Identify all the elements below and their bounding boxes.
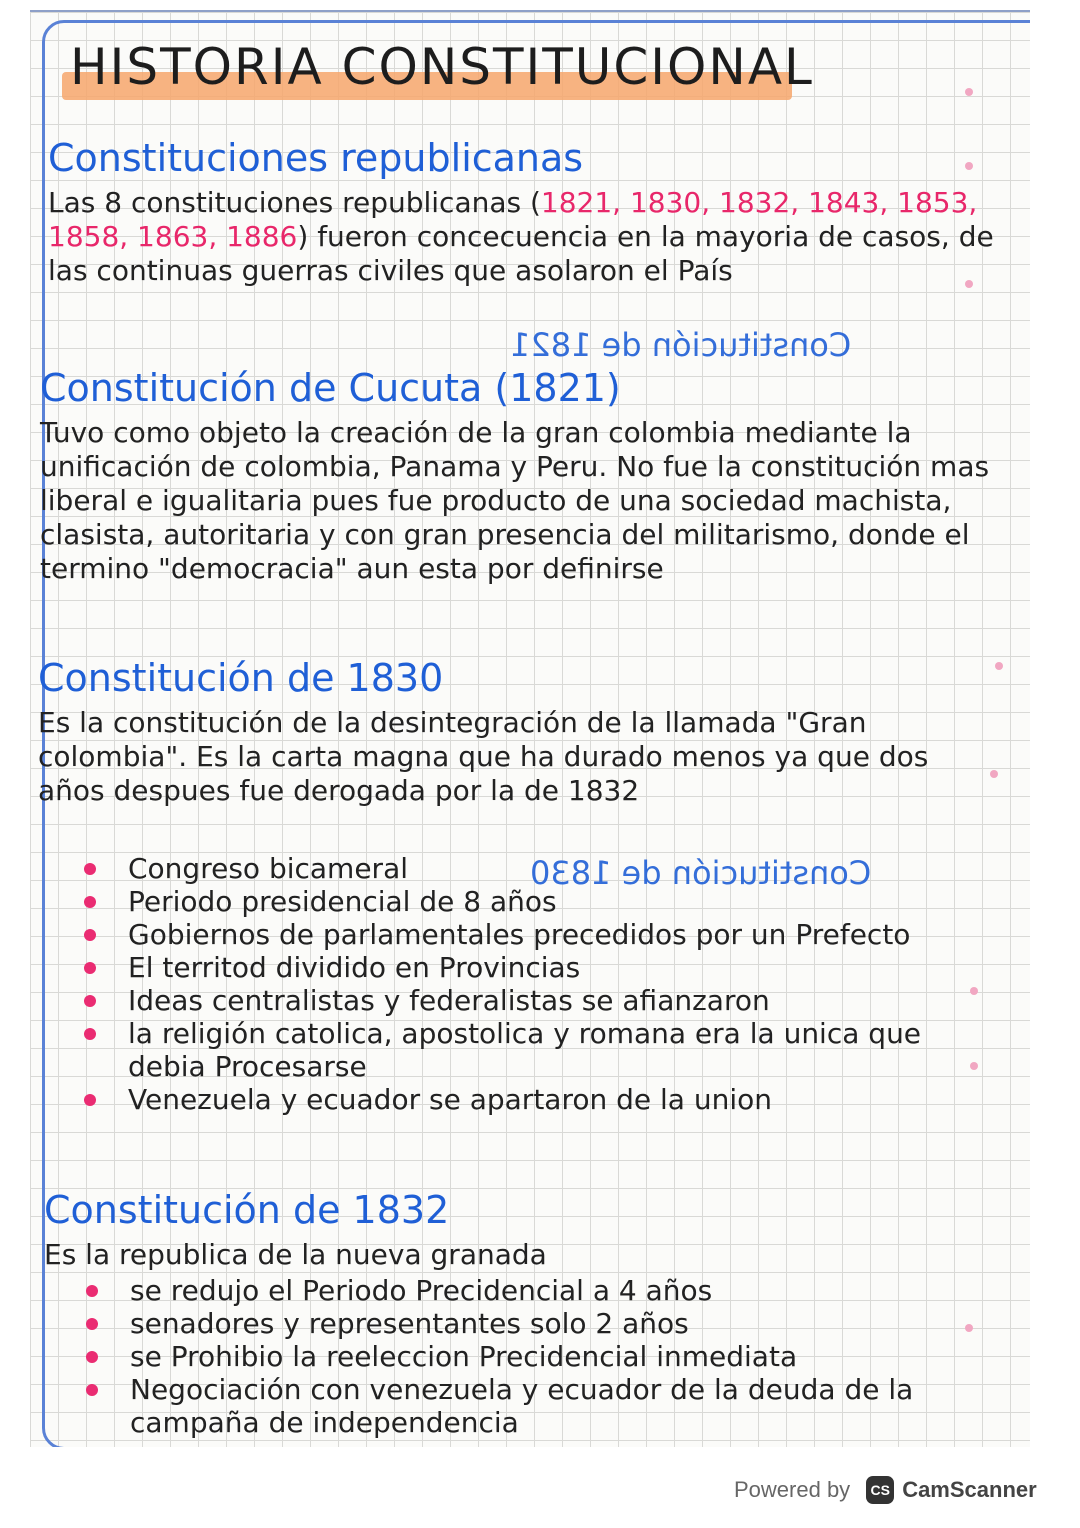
powered-by-label: Powered by: [734, 1477, 851, 1502]
camscanner-name: CamScanner: [902, 1477, 1037, 1502]
camscanner-logo-icon: CS: [866, 1476, 894, 1504]
title-block: [70, 38, 814, 96]
bullet-dot-icon: [84, 929, 96, 941]
bullet-dot-icon: [84, 962, 96, 974]
list-item: Ideas centralistas y federalistas se afianzaron: [80, 984, 940, 1017]
margin-dot-icon: [970, 1062, 978, 1070]
section-text-1830: Es la constitución de la desintegración de la llamada "Gran colombia". Es la carta magna que ha durado menos ya que dos años despues fue derogada por la de 1832: [38, 706, 929, 807]
list-item: El territod dividido en Provincias: [80, 951, 940, 984]
bullet-dot-icon: [84, 863, 96, 875]
margin-dot-icon: [990, 770, 998, 778]
notebook-page: [30, 10, 1030, 1447]
bullet-dot-icon: [84, 896, 96, 908]
text-rest: ) fueron concecuencia en la mayoria de casos, de las continuas guerras civiles que asolaron el País: [48, 220, 994, 287]
margin-dot-icon: [965, 88, 973, 96]
text-intro: Las 8 constituciones republicanas (: [48, 186, 541, 219]
section-heading-cucuta: Constitución de Cucuta (1821): [40, 366, 621, 410]
page-title: HISTORIA CONSTITUCIONAL: [70, 38, 814, 96]
bullet-dot-icon: [84, 1028, 96, 1040]
scanner-watermark: [734, 1470, 1037, 1510]
margin-dot-icon: [965, 280, 973, 288]
bullet-list-1830: [80, 852, 940, 1116]
bullet-dot-icon: [86, 1384, 98, 1396]
bullet-dot-icon: [84, 995, 96, 1007]
bullet-dot-icon: [86, 1318, 98, 1330]
years-list: 1821, 1830, 1832, 1843, 1853, 1858, 1863, 1886: [48, 186, 978, 253]
bullet-list-1832: [82, 1274, 962, 1439]
section-text-cucuta: Tuvo como objeto la creación de la gran colombia mediante la unificación de colombia, Panama y Peru. No fue la constitución mas liberal e igualitaria pues fue producto de una sociedad machista, clasista, autoritaria y con gran presencia del militarismo, donde el termino "democracia" aun esta por definirse: [40, 416, 990, 585]
section-text-republicanas: [48, 186, 998, 288]
margin-dot-icon: [965, 162, 973, 170]
mirrored-note-1821: Constitución de 1821: [510, 326, 852, 364]
list-item: se redujo el Periodo Precidencial a 4 años: [82, 1274, 962, 1307]
list-item: Gobiernos de parlamentales precedidos por un Prefecto: [80, 918, 940, 951]
margin-dot-icon: [965, 1324, 973, 1332]
bullet-dot-icon: [86, 1351, 98, 1363]
list-item: la religión catolica, apostolica y romana era la unica que debia Procesarse: [80, 1017, 940, 1083]
bullet-dot-icon: [84, 1094, 96, 1106]
section-heading-republicanas: Constituciones republicanas: [48, 136, 584, 180]
mirrored-note-1830: Constitución de 1830: [530, 854, 872, 892]
list-item: Congreso bicameral: [80, 852, 940, 885]
list-item: Negociación con venezuela y ecuador de la deuda de la campaña de independencia: [82, 1373, 962, 1439]
margin-dot-icon: [995, 662, 1003, 670]
margin-dot-icon: [970, 987, 978, 995]
bullet-dot-icon: [86, 1285, 98, 1297]
camscanner-brand: [866, 1476, 1037, 1504]
list-item: senadores y representantes solo 2 años: [82, 1307, 962, 1340]
list-item: Venezuela y ecuador se apartaron de la union: [80, 1083, 940, 1116]
list-item: se Prohibio la reeleccion Precidencial inmediata: [82, 1340, 962, 1373]
list-item: Periodo presidencial de 8 años: [80, 885, 940, 918]
section-text-1832: Es la republica de la nueva granada: [44, 1238, 547, 1271]
section-heading-1830: Constitución de 1830: [38, 656, 444, 700]
section-heading-1832: Constitución de 1832: [44, 1188, 450, 1232]
